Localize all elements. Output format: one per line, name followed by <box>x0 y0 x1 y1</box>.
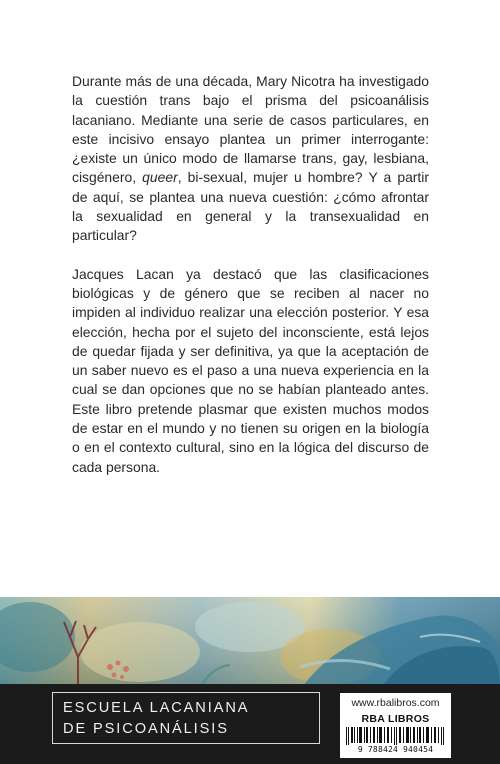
blurb-paragraph-1-text-b: , bi-sexual, mujer u hombre? Y a partir de aquí, se plantea una nueva cuestión: ¿cómo afrontar la sexualidad en general y la transexualidad en particular? <box>72 169 429 244</box>
website-url: www.rbalibros.com <box>351 697 440 709</box>
collection-line-1: ESCUELA LACANIANA <box>63 700 250 716</box>
blurb-paragraph-1 <box>72 72 429 246</box>
blurb-paragraph-1-text-a: Durante más de una década, Mary Nicotra ha investigado la cuestión trans bajo el prisma del psicoanálisis lacaniano. Mediante una serie de casos particulares, en este incisivo ensayo plantea un primer interrogante: ¿existe un único modo de llamarse trans, gay, lesbiana, cisgénero, <box>72 73 429 186</box>
queer-italic-word: queer <box>142 169 178 186</box>
isbn-number: 9 788424 940454 <box>357 745 434 754</box>
watercolor-illustration <box>0 597 500 690</box>
blurb-paragraph-2: Jacques Lacan ya destacó que las clasificaciones biológicas y de género que se reciben al nacer no impiden al individuo realizar una elección posterior. Y esa elección, hecha por el sujeto del inconsciente, está lejos de quedar fijada y ser definitiva, ya que la aceptación de un saber nuevo es el paso a una nueva experiencia en la cual se dan opciones que no se habían planteado antes. Este libro pretende plasmar que existen muchos modos de estar en el mundo y no tienen su origen en la biología o en el contexto cultural, sino en la lógica del discurso de cada persona. <box>72 265 429 475</box>
back-cover-blurb <box>72 72 429 477</box>
cover-artwork-strip <box>0 597 500 690</box>
barcode-panel <box>340 693 451 758</box>
publisher-logo: RBA LIBROS <box>361 713 430 725</box>
collection-label-box <box>52 692 320 744</box>
collection-line-2: DE PSICOANÁLISIS <box>63 721 229 737</box>
isbn-barcode-icon <box>346 727 446 745</box>
